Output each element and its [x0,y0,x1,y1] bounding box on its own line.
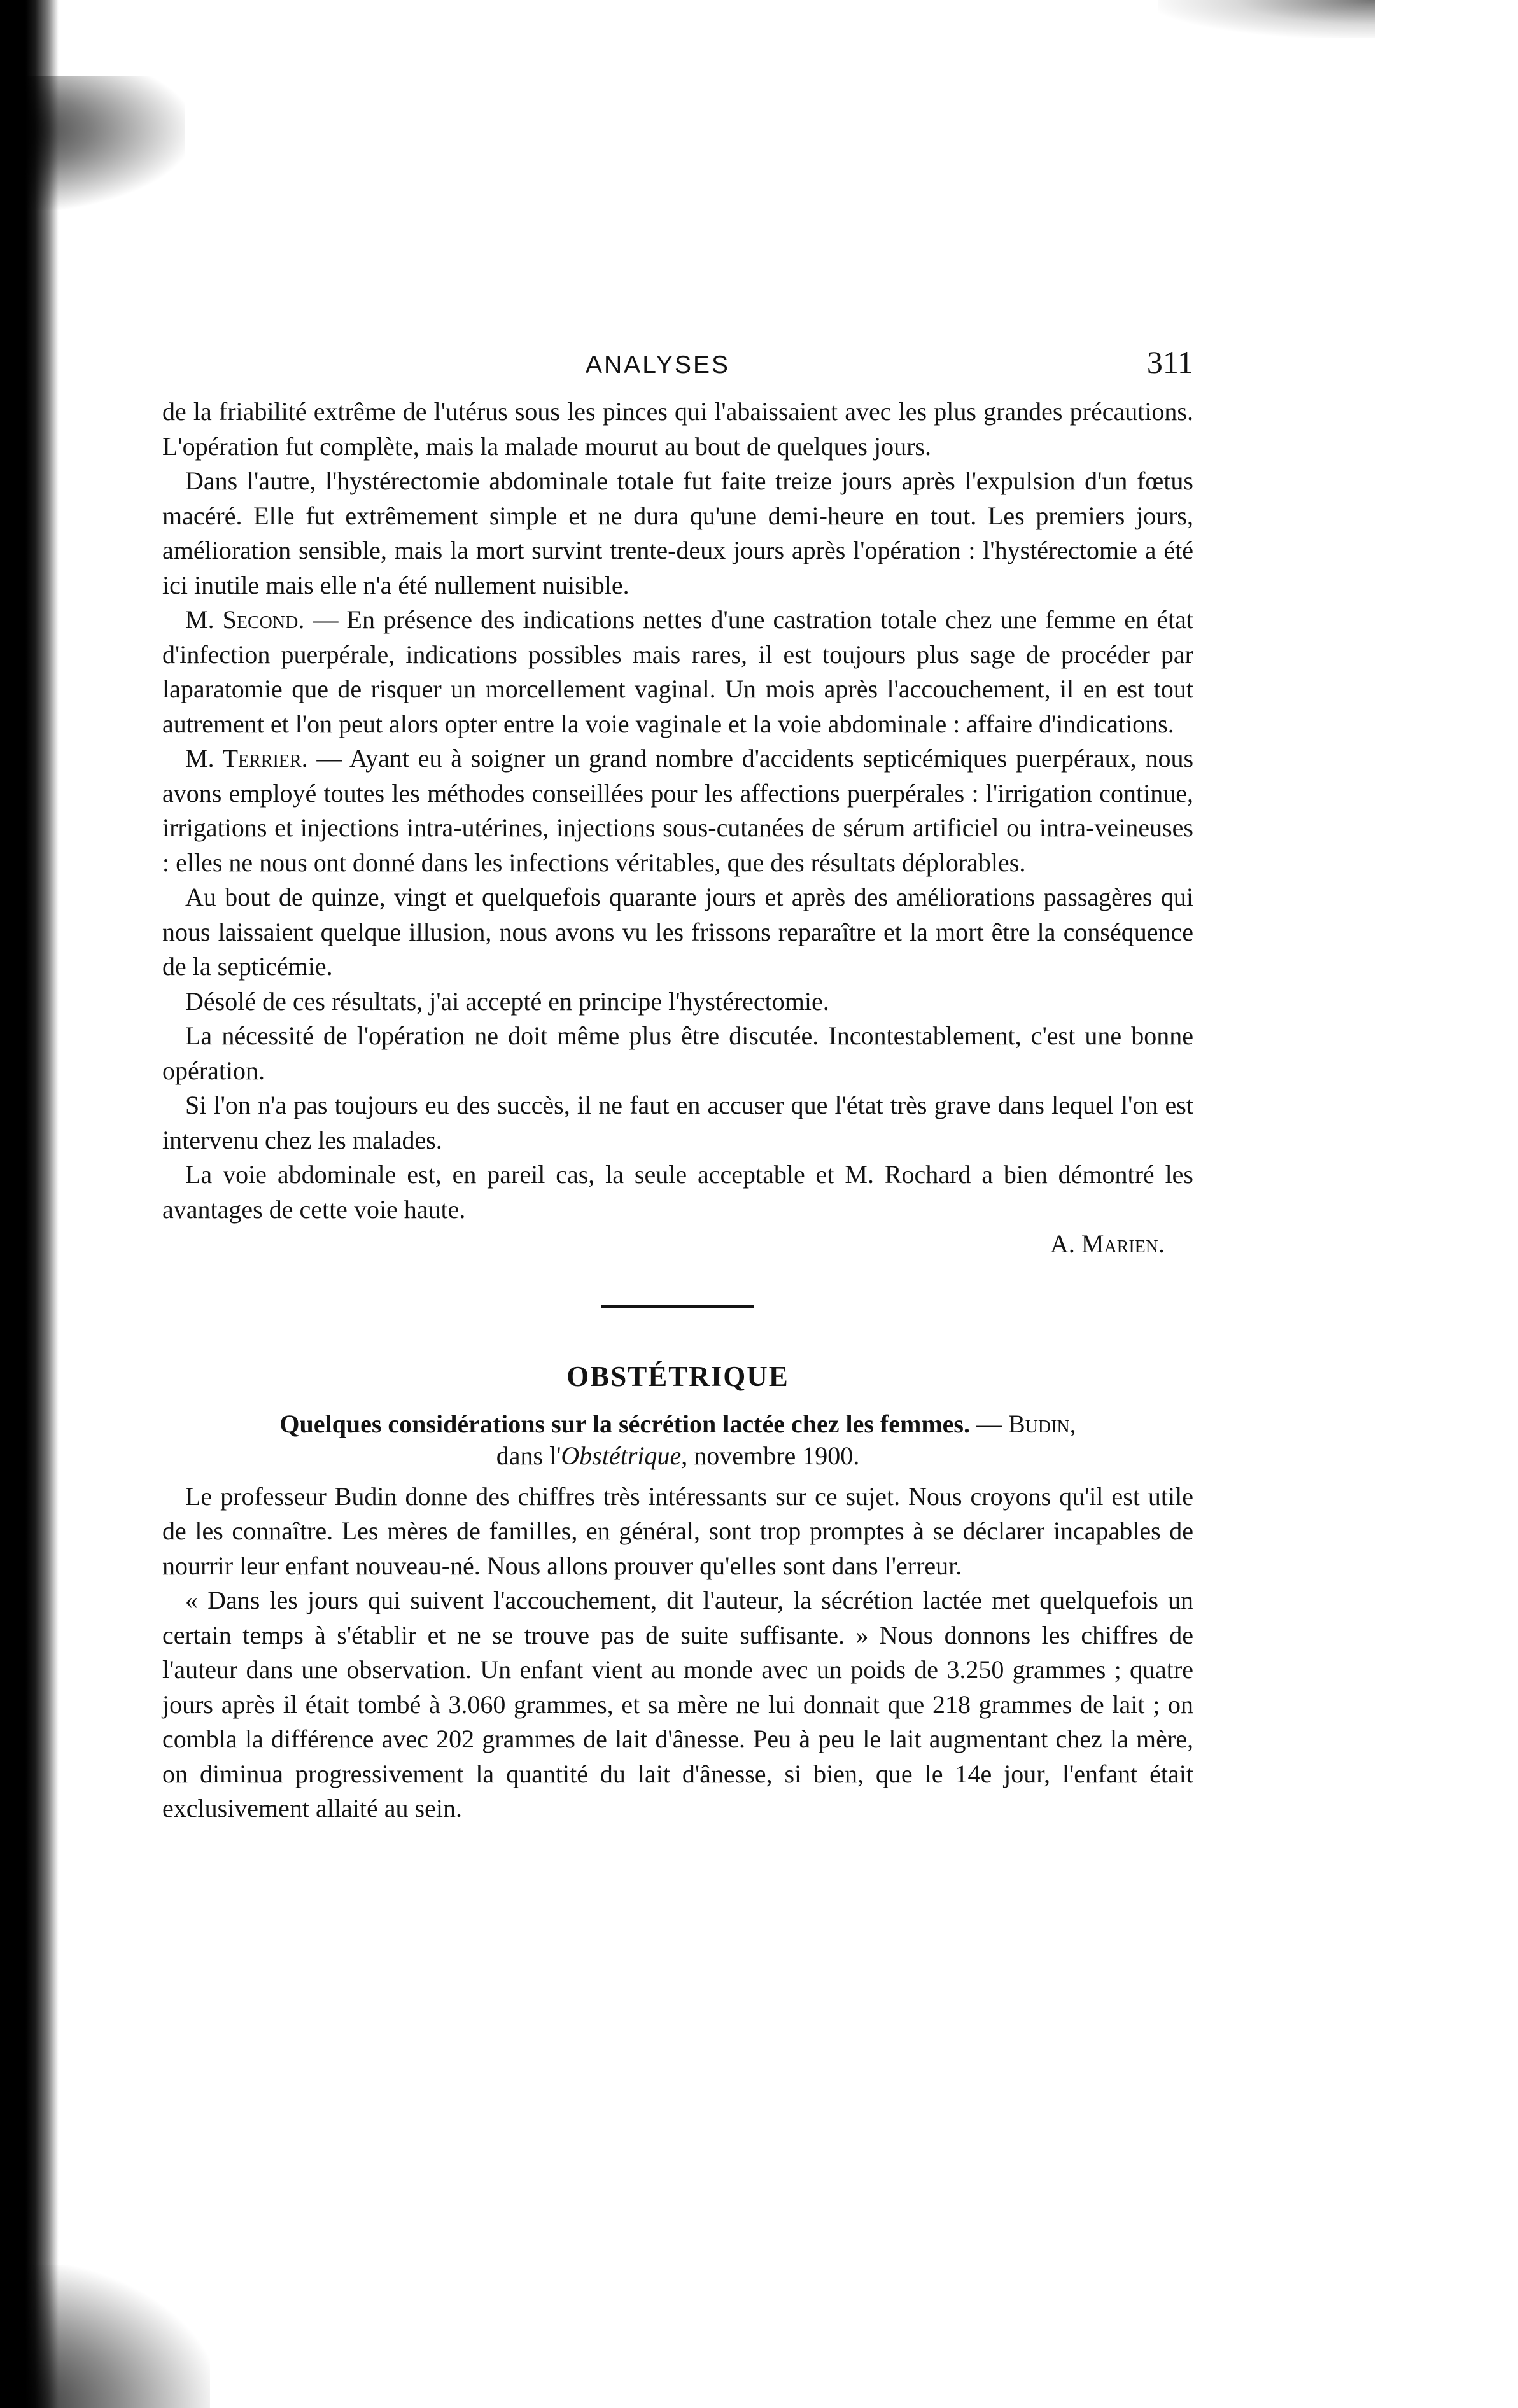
article-title-text: Quelques considérations sur la sécrétion lactée chez les femmes. [279,1409,970,1438]
speaker-text: — Ayant eu à soigner un grand nombre d'accidents septicémiques puerpéraux, nous avons employé toutes les méthodes conseillées pour les affections puerpérales : l'irrigation continue, irrigations et injections intra-utérines, injections sous-cutanées de sérum artificiel ou intra-veineuses : elles ne nous ont donné dans les infections véritables, que des résultats déplorables. [162,744,1194,877]
speaker-text: — En présence des indications nettes d'une castration totale chez une femme en état d'infection puerpérale, indications possibles mais rares, il est toujours plus sage de procéder par laparatomie que de risquer un morcellement vaginal. Un mois après l'accouchement, il en est tout autrement et l'on peut alors opter entre la voie vaginale et la voie abdominale : affaire d'indications. [162,605,1193,738]
paragraph: Le professeur Budin donne des chiffres très intéressants sur ce sujet. Nous croyons qu'il est utile de les connaître. Les mères de familles, en général, sont trop promptes à se déclarer incapables de nourrir leur enfant nouveau-né. Nous allons prouver qu'elles sont dans l'erreur. [162,1481,1193,1580]
article-author: — Budin, [969,1409,1076,1438]
scan-corner-smear [1158,0,1375,38]
paragraph: de la friabilité extrême de l'utérus sous les pinces qui l'abaissaient avec les plus grandes précautions. L'opération fut complète, mais la malade mourut au bout de quelques jours. [162,397,1193,461]
paragraph: Au bout de quinze, vingt et quelquefois quarante jours et après des améliorations passagères qui nous laissaient quelque illusion, nous avons vu les frissons reparaître et la mort être la conséquence de la septicémie. [162,883,1193,981]
paragraph: La voie abdominale est, en pareil cas, la seule acceptable et M. Rochard a bien démontré les avantages de cette voie haute. [162,1160,1193,1224]
paragraph-second [162,603,1193,741]
paragraph: Dans l'autre, l'hystérectomie abdominale totale fut faite treize jours après l'expulsion d'un fœtus macéré. Elle fut extrêmement simple et ne dura qu'une demi-heure en tout. Les premiers jours, amélioration sensible, mais la mort survint trente-deux jours après l'opération : l'hystérectomie a été ici inutile mais elle n'a été nullement nuisible. [162,466,1193,599]
article-source [175,1440,1181,1472]
page-text-block [162,344,1193,1826]
article-source-prefix: dans l' [496,1441,561,1470]
paragraph: Désolé de ces résultats, j'ai accepté en principe l'hystérectomie. [185,986,829,1016]
section-divider [601,1305,754,1308]
article-title [162,1408,1193,1472]
author-signature: A. Marien. [1050,1229,1165,1258]
running-head-title: ANALYSES [586,351,731,379]
scan-binding-edge [0,0,59,2408]
page-number: 311 [1146,344,1193,380]
scan-binding-smear-bottom [0,2265,210,2408]
paragraph: La nécessité de l'opération ne doit même plus être discutée. Incontestablement, c'est une bonne opération. [162,1021,1193,1085]
paragraph: « Dans les jours qui suivent l'accouchement, dit l'auteur, la sécrétion lactée met quelquefois un certain temps à s'établir et ne se trouve pas de suite suffisante. » Nous donnons les chiffres de l'auteur dans une observation. Un enfant vient au monde avec un poids de 3.250 grammes ; quatre jours après il était tombé à 3.060 grammes, et sa mère ne lui donnait que 218 grammes de lait ; on combla la différence avec 202 grammes de lait d'ânesse. Peu à peu le lait augmentant chez la mère, on diminua progressivement la quantité du lait d'ânesse, si bien, que le 14e jour, l'enfant était exclusivement allaité au sein. [162,1586,1193,1823]
running-head [162,344,1193,395]
article-date: , novembre 1900. [681,1441,860,1470]
article-journal: Obstétrique [561,1441,682,1470]
scan-binding-smear-top [0,76,185,210]
paragraph: Si l'on n'a pas toujours eu des succès, il ne faut en accuser que l'état très grave dans lequel l'on est intervenu chez les malades. [162,1091,1193,1154]
paragraph-terrier [162,741,1193,880]
speaker-name: M. Second. [185,605,305,634]
speaker-name: M. Terrier. [185,744,308,773]
section-heading: OBSTÉTRIQUE [566,1360,789,1392]
